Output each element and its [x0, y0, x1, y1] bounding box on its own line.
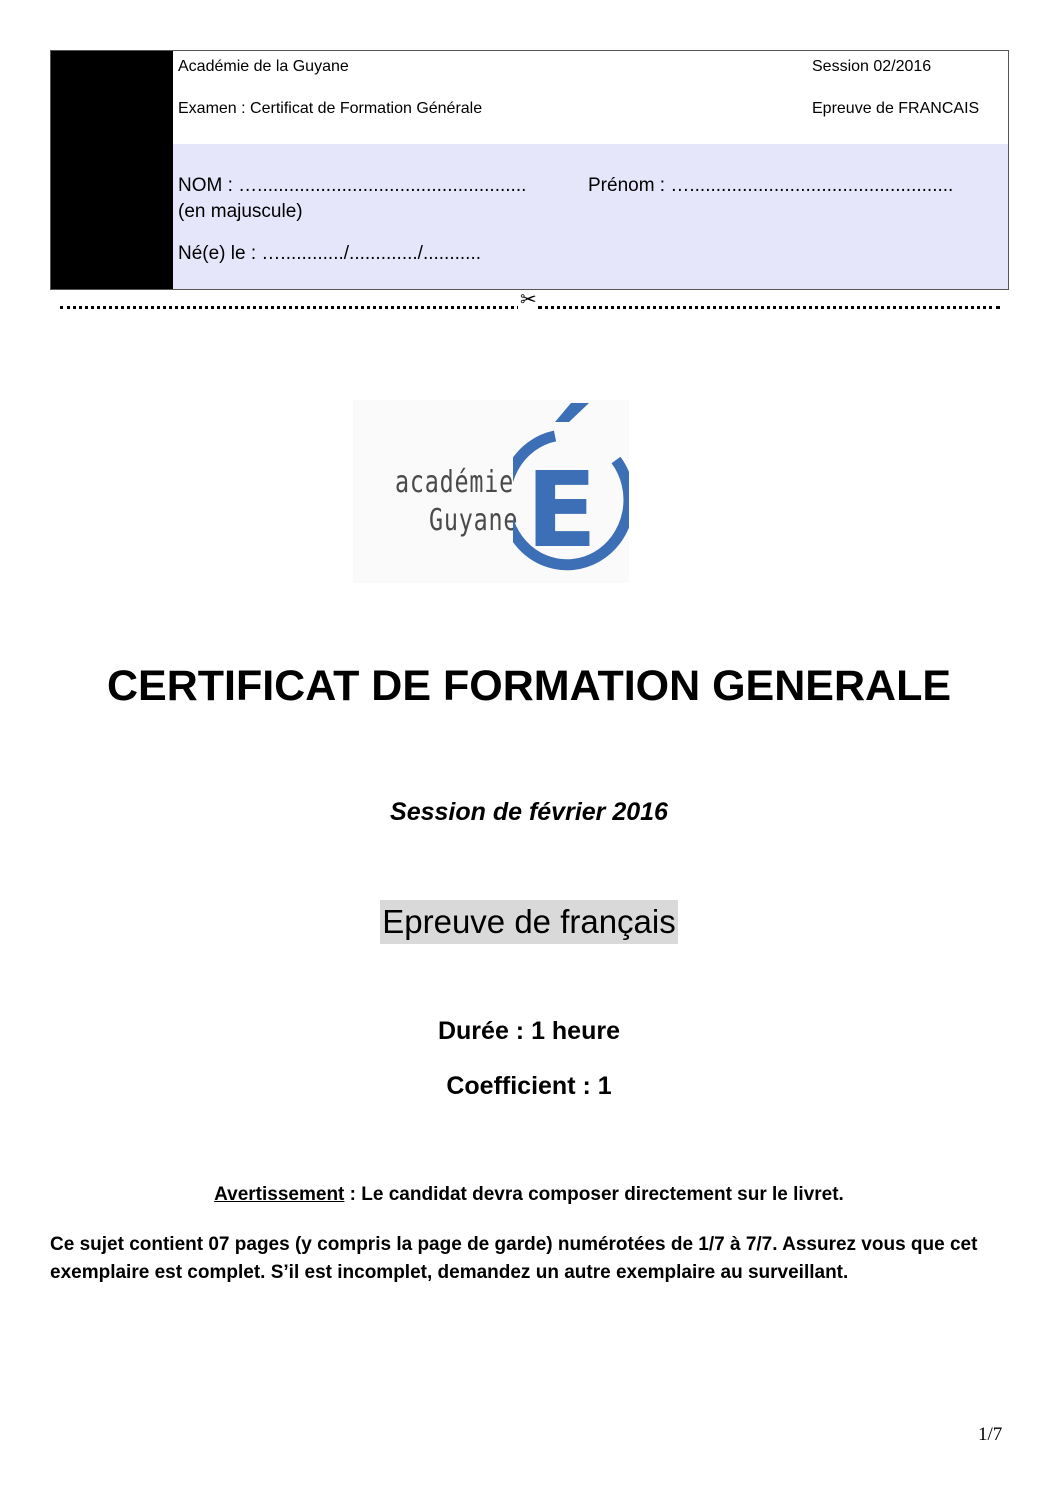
academie-label: Académie de la Guyane: [178, 58, 349, 75]
logo-line-1: académie: [395, 465, 514, 500]
session-title: Session de février 2016: [390, 798, 668, 826]
logo-e-emblem-icon: [513, 400, 629, 583]
birthdate-field[interactable]: Né(e) le : …............/............./...........: [178, 243, 482, 264]
exam-header-box: [50, 50, 1009, 290]
academie-logo: [353, 400, 629, 583]
epreuve-label: Epreuve de FRANCAIS: [812, 100, 980, 117]
header-info: [173, 51, 1008, 145]
warning-label: Avertissement: [214, 1184, 345, 1205]
scissors-icon: ✂: [520, 289, 537, 311]
page-number: 1/7: [978, 1424, 1003, 1445]
logo-line-2: Guyane: [429, 503, 519, 538]
notice-paragraph: Ce sujet contient 07 pages (y compris la page de garde) numérotées de 1/7 à 7/7. Assurez vous que cet exemplaire est complet. S’il est incomplet, demandez un autre exemplaire au surveillant.: [50, 1234, 978, 1283]
majuscule-hint: (en majuscule): [178, 201, 303, 222]
main-title: CERTIFICAT DE FORMATION GENERALE: [106, 662, 952, 710]
candidate-identity-zone: [173, 144, 1008, 289]
prenom-field[interactable]: Prénom : …..................................................: [588, 175, 954, 196]
cut-dots-left: [60, 306, 520, 309]
epreuve-title-wrapper: [0, 900, 1058, 944]
cut-dots-right: [538, 306, 1000, 309]
nom-field[interactable]: NOM : …...................................................: [178, 175, 527, 196]
duration-label: Durée : 1 heure: [437, 1017, 620, 1045]
warning-text: : Le candidat devra composer directement sur le livret.: [344, 1184, 844, 1205]
epreuve-title: Epreuve de français: [380, 900, 678, 944]
coefficient-label: Coefficient : 1: [446, 1072, 612, 1100]
svg-text:E: E: [526, 449, 598, 571]
cut-line: [60, 289, 1000, 312]
examen-label: Examen : Certificat de Formation Générale: [178, 100, 483, 117]
session-label: Session 02/2016: [812, 58, 932, 75]
warning-line: [0, 1184, 1058, 1206]
black-margin-strip: [51, 51, 173, 289]
